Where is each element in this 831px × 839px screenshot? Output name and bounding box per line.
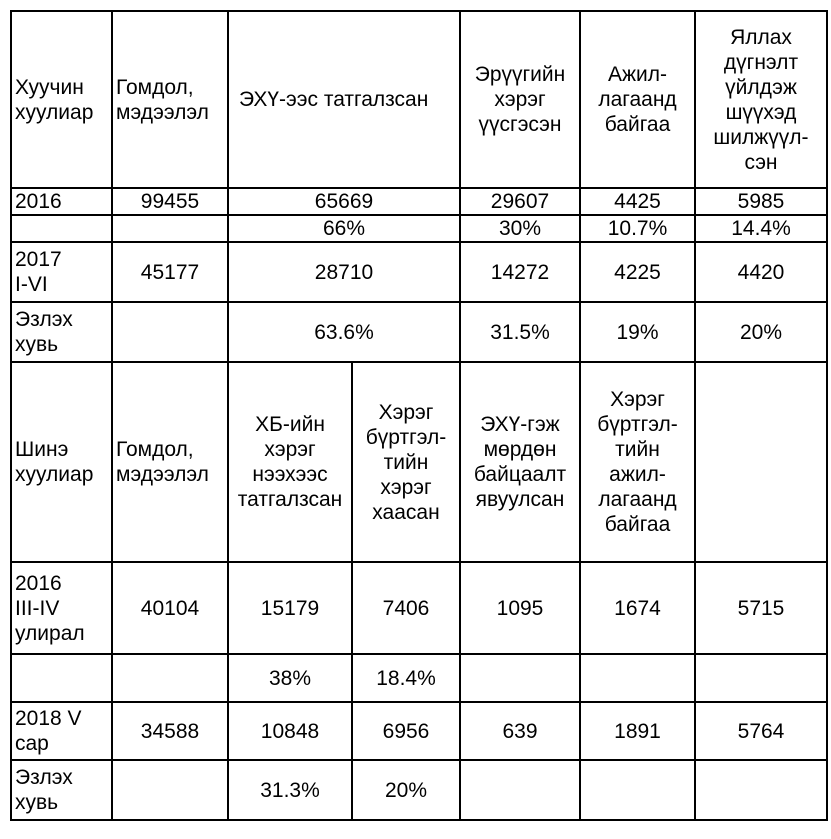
new-share-empty-complaints	[112, 760, 228, 820]
old-law-header-row	[11, 11, 827, 188]
new-2016-pct-empty-extra	[695, 654, 827, 702]
old-2016-transferred: 5985	[695, 188, 827, 215]
new-law-label: Шинэ хуулиар	[11, 362, 112, 562]
new-2016-in-progress: 1674	[580, 562, 695, 654]
new-share-closed: 20%	[352, 760, 460, 820]
old-law-label: Хуучин хуулиар	[11, 11, 112, 188]
new-2018-label: 2018 V сар	[11, 702, 112, 760]
old-complaints-header: Гомдол, мэдээлэл	[112, 11, 228, 188]
old-2017-transferred: 4420	[695, 242, 827, 302]
old-2016-complaints: 99455	[112, 188, 228, 215]
new-share-refused: 31.3%	[228, 760, 352, 820]
old-2016-pct-empty-label	[11, 215, 112, 242]
new-2016-pct-empty-complaints	[112, 654, 228, 702]
new-2016-refused-pct: 38%	[228, 654, 352, 702]
statistics-table	[10, 10, 828, 821]
old-in-progress-header: Ажил- лагаанд байгаа	[580, 11, 695, 188]
new-2018-investigated: 639	[460, 702, 580, 760]
new-2018-refused: 10848	[228, 702, 352, 760]
old-transferred-header: Яллах дүгнэлт үйлдэж шүүхэд шилжүүл- сэн	[695, 11, 827, 188]
new-2016-row	[11, 562, 827, 654]
old-2017-refused: 28710	[228, 242, 460, 302]
new-share-label: Эзлэх хувь	[11, 760, 112, 820]
new-2016-label: 2016 III-IV улирал	[11, 562, 112, 654]
old-2016-in-progress-pct: 10.7%	[580, 215, 695, 242]
new-investigated-header: ЭХҮ-гэж мөрдөн байцаалт явуулсан	[460, 362, 580, 562]
new-share-empty-in-progress	[580, 760, 695, 820]
old-2017-crime-created: 14272	[460, 242, 580, 302]
old-share-crime-created: 31.5%	[460, 302, 580, 362]
new-2018-complaints: 34588	[112, 702, 228, 760]
new-2016-extra: 5715	[695, 562, 827, 654]
new-refused-header: ХБ-ийн хэрэг нээхээс татгалзсан	[228, 362, 352, 562]
old-2017-in-progress: 4225	[580, 242, 695, 302]
new-2016-refused: 15179	[228, 562, 352, 654]
old-2016-refused: 65669	[228, 188, 460, 215]
new-complaints-header: Гомдол, мэдээлэл	[112, 362, 228, 562]
new-2016-pct-row	[11, 654, 827, 702]
old-2016-refused-pct: 66%	[228, 215, 460, 242]
old-2016-crime-created-pct: 30%	[460, 215, 580, 242]
old-2016-pct-empty-complaints	[112, 215, 228, 242]
new-law-header-row	[11, 362, 827, 562]
new-2016-closed-pct: 18.4%	[352, 654, 460, 702]
new-in-progress-header: Хэрэг бүртгэл- тийн ажил- лагаанд байгаа	[580, 362, 695, 562]
old-share-refused: 63.6%	[228, 302, 460, 362]
old-2017-label: 2017 I-VI	[11, 242, 112, 302]
old-2016-pct-row	[11, 215, 827, 242]
new-extra-header	[695, 362, 827, 562]
new-share-row	[11, 760, 827, 820]
new-2016-pct-empty-label	[11, 654, 112, 702]
new-closed-header: Хэрэг бүртгэл- тийн хэрэг хаасан	[352, 362, 460, 562]
old-2016-row	[11, 188, 827, 215]
old-crime-created-header: Эрүүгийн хэрэг үүсгэсэн	[460, 11, 580, 188]
old-2016-label: 2016	[11, 188, 112, 215]
new-2018-row	[11, 702, 827, 760]
old-2017-row	[11, 242, 827, 302]
new-share-empty-extra	[695, 760, 827, 820]
new-2016-investigated: 1095	[460, 562, 580, 654]
new-2016-closed: 7406	[352, 562, 460, 654]
old-2016-crime-created: 29607	[460, 188, 580, 215]
old-2016-in-progress: 4425	[580, 188, 695, 215]
old-share-label: Эзлэх хувь	[11, 302, 112, 362]
new-2018-extra: 5764	[695, 702, 827, 760]
new-2016-pct-empty-in-progress	[580, 654, 695, 702]
new-2016-pct-empty-investigated	[460, 654, 580, 702]
old-2017-complaints: 45177	[112, 242, 228, 302]
old-share-empty-complaints	[112, 302, 228, 362]
old-2016-transferred-pct: 14.4%	[695, 215, 827, 242]
old-refused-header: ЭХҮ-ээс татгалзсан	[228, 11, 460, 188]
old-share-transferred: 20%	[695, 302, 827, 362]
new-2018-closed: 6956	[352, 702, 460, 760]
old-share-in-progress: 19%	[580, 302, 695, 362]
old-share-row	[11, 302, 827, 362]
new-2016-complaints: 40104	[112, 562, 228, 654]
new-2018-in-progress: 1891	[580, 702, 695, 760]
new-share-empty-investigated	[460, 760, 580, 820]
